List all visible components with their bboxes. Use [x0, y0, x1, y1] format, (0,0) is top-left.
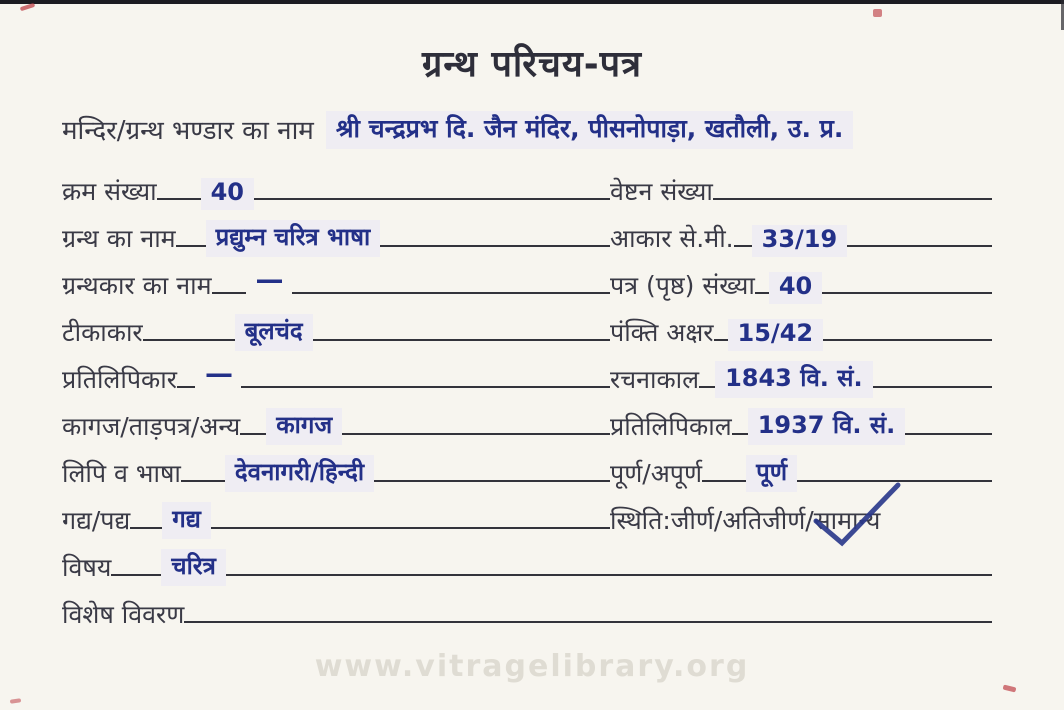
field-row: [62, 257, 610, 304]
field-row: [610, 351, 992, 398]
rule-line: [713, 198, 992, 200]
field-label: पत्र (पृष्ठ) संख्या: [610, 271, 755, 300]
red-scan-mark-top-left: [20, 3, 36, 11]
field-label: ग्रन्थकार का नाम: [62, 271, 212, 300]
scan-top-border: [0, 0, 1064, 4]
rule-line: [873, 386, 992, 388]
field-row: [610, 257, 992, 304]
rule-line: [313, 339, 610, 341]
field-value: 15/42: [728, 319, 824, 351]
status-checked-option: [814, 503, 881, 539]
field-label: वेष्टन संख्या: [610, 177, 713, 206]
field-label: विषय: [62, 553, 112, 582]
rule-line: [240, 433, 266, 435]
field-row: [610, 398, 992, 445]
field-value: 33/19: [752, 225, 848, 257]
field-row: [62, 445, 610, 492]
rule-line: [176, 245, 206, 247]
field-label: कागज/ताड़पत्र/अन्य: [62, 412, 241, 441]
rule-line: [181, 480, 225, 482]
rule-line: [111, 574, 161, 576]
field-row: [610, 304, 992, 351]
field-label: गद्य/पद्य: [62, 506, 131, 535]
left-column: [62, 163, 610, 539]
field-value: 1937 वि. सं.: [748, 408, 906, 445]
field-row: [610, 445, 992, 492]
field-row: [62, 492, 610, 539]
field-label: टीकाकार: [62, 318, 143, 347]
rule-line: [374, 480, 610, 482]
rule-line: [177, 386, 195, 388]
rule-line: [797, 480, 992, 482]
field-value: —: [204, 357, 231, 390]
page-title: ग्रन्थ परिचय-पत्र: [422, 44, 642, 85]
field-row-mandir-name: [0, 97, 1064, 149]
rule-line: [380, 245, 610, 247]
field-label: मन्दिर/ग्रन्थ भण्डार का नाम: [62, 116, 314, 146]
red-scan-mark-bottom-left: [10, 698, 21, 703]
field-value: 1843 वि. सं.: [715, 361, 873, 398]
field-row: [62, 210, 610, 257]
rule-line: [143, 339, 235, 341]
field-row: [62, 163, 610, 210]
rule-line: [241, 386, 610, 388]
field-row: [610, 163, 992, 210]
field-row: [62, 351, 610, 398]
field-row: [62, 539, 992, 586]
rule-line: [226, 574, 992, 576]
rule-line: [822, 292, 992, 294]
field-row: [610, 492, 992, 539]
field-label: आकार से.मी.: [610, 224, 734, 253]
rule-line: [212, 292, 246, 294]
field-value: 40: [201, 178, 254, 210]
right-column: [610, 163, 992, 539]
field-value: 40: [769, 272, 822, 304]
field-label: प्रतिलिपिकाल: [610, 412, 732, 441]
field-value: —: [255, 263, 282, 296]
field-row: [62, 398, 610, 445]
field-row: [610, 210, 992, 257]
field-label: रचनाकाल: [610, 365, 700, 394]
rule-line: [905, 433, 992, 435]
field-label: प्रतिलिपिकार: [62, 365, 177, 394]
rule-line: [714, 339, 728, 341]
rule-line: [184, 621, 992, 623]
field-value: श्री चन्द्रप्रभ दि. जैन मंदिर, पीसनोपाड़ा, खतौली, उ. प्र.: [326, 111, 854, 149]
field-columns: [62, 163, 992, 539]
field-value: बूलचंद: [235, 314, 313, 351]
field-label: पंक्ति अक्षर: [610, 318, 714, 347]
rule-line: [734, 245, 752, 247]
rule-line: [254, 198, 610, 200]
rule-line: [732, 433, 748, 435]
field-row: [62, 586, 992, 633]
field-value: देवनागरी/हिन्दी: [225, 455, 374, 492]
field-value: कागज: [266, 408, 342, 445]
field-label: ग्रन्थ का नाम: [62, 224, 176, 253]
red-scan-mark-bottom-right: [1003, 685, 1017, 693]
field-label: स्थिति:जीर्ण/अतिजीर्ण/: [610, 506, 814, 535]
rule-line: [157, 198, 201, 200]
field-label: पूर्ण/अपूर्ण: [610, 459, 703, 488]
red-scan-mark-top-right: [873, 9, 882, 17]
rule-line: [823, 339, 992, 341]
bottom-rows: [62, 539, 992, 633]
field-label: लिपि व भाषा: [62, 459, 181, 488]
field-label: विशेष विवरण: [62, 600, 185, 629]
rule-line: [211, 527, 610, 529]
rule-line: [755, 292, 769, 294]
field-row: [62, 304, 610, 351]
fields-area: [0, 163, 1064, 633]
field-value: चरित्र: [161, 549, 226, 586]
field-value: पूर्ण: [746, 455, 797, 492]
rule-line: [699, 386, 715, 388]
rule-line: [847, 245, 992, 247]
rule-line: [702, 480, 746, 482]
field-value: गद्य: [162, 502, 211, 539]
field-label: सामान्य: [813, 506, 881, 535]
rule-line: [130, 527, 162, 529]
field-label: क्रम संख्या: [62, 177, 157, 206]
field-value: प्रद्युम्न चरित्र भाषा: [206, 220, 381, 257]
watermark-text: www.vitragelibrary.org: [314, 649, 750, 684]
rule-line: [292, 292, 610, 294]
rule-line: [342, 433, 610, 435]
